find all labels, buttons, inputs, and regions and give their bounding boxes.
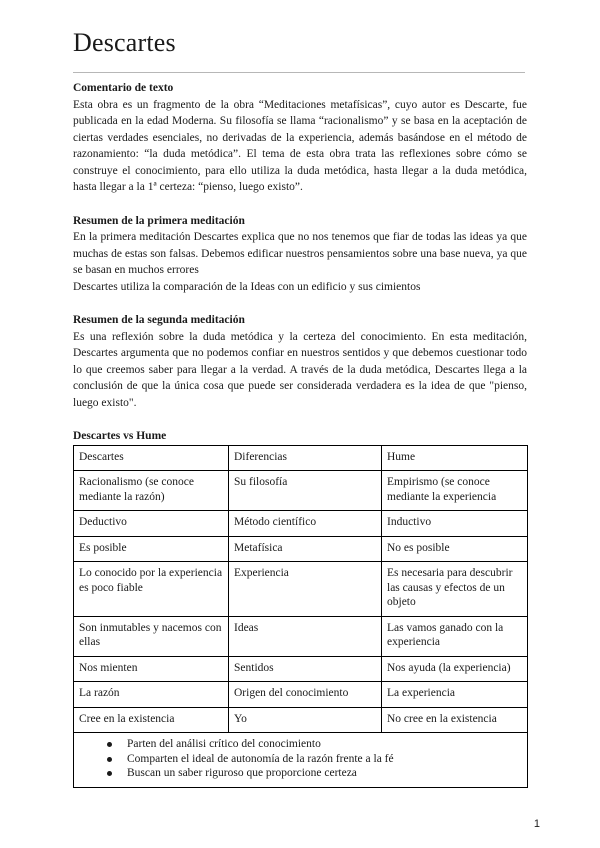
table-cell: Nos mienten [74, 656, 229, 682]
table-cell: Diferencias [229, 445, 382, 471]
section-heading: Descartes vs Hume [73, 430, 167, 442]
table-cell-merged [74, 733, 528, 788]
title-divider [73, 72, 525, 73]
table-cell: Método científico [229, 511, 382, 537]
table-cell: Cree en la existencia [74, 707, 229, 733]
table-cell: Racionalismo (se conoce mediante la razón) [74, 471, 229, 511]
table-cell: No cree en la existencia [382, 707, 528, 733]
paragraph: Esta obra es un fragmento de la obra “Meditaciones metafísicas”, cuyo autor es Descarte, fue publicada en la edad Moderna. Su filosofía se llama “racionalismo” y se basa en la aceptación de ciertas verdades esenciales, no derivadas de la experiencia, además basándose en el método de razonamiento: “la duda metódica”. El tema de esta obra trata las reflexiones sobre cómo se construye el conocimiento, para ello utiliza la duda metódica, hasta llegar a la duda metódica, hasta llegar a la 1ª certeza: “pienso, luego existo”. [73, 98, 527, 193]
table-cell: La razón [74, 682, 229, 708]
paragraph: Es una reflexión sobre la duda metódica y la certeza del conocimiento. En esta meditación, Descartes argumenta que no podemos confiar en nuestros sentidos y que debemos cuestionar todo lo que creemos saber para llegar a la verdad. A través de la duda metódica, Descartes llega a la conclusión de que la única cosa que puede ser considerada verdadera es la idea de que "pienso, luego existo". [73, 330, 527, 409]
table-cell: Experiencia [229, 562, 382, 617]
table-row [74, 471, 528, 511]
table-row [74, 616, 528, 656]
table-cell: Es necesaria para descubrir las causas y efectos de un objeto [382, 562, 528, 617]
section-heading: Resumen de la primera meditación [73, 214, 245, 227]
table-cell: Nos ayuda (la experiencia) [382, 656, 528, 682]
comparison-table [73, 445, 528, 788]
table-cell: Origen del conocimiento [229, 682, 382, 708]
table-row-common-points [74, 733, 528, 788]
table-cell: Descartes [74, 445, 229, 471]
table-cell: Metafísica [229, 536, 382, 562]
paragraph: Descartes utiliza la comparación de la Ideas con un edificio y sus cimientos [73, 280, 421, 293]
page-number: 1 [533, 818, 540, 830]
table-cell: Inductivo [382, 511, 528, 537]
section-comentario [73, 80, 527, 196]
table-cell: Su filosofía [229, 471, 382, 511]
section-heading: Comentario de texto [73, 82, 174, 94]
table-row [74, 536, 528, 562]
table-cell: No es posible [382, 536, 528, 562]
table-cell: Ideas [229, 616, 382, 656]
table-cell: Son inmutables y nacemos con ellas [74, 616, 229, 656]
table-cell: Yo [229, 707, 382, 733]
table-cell: Lo conocido por la experiencia es poco fiable [74, 562, 229, 617]
table-cell: La experiencia [382, 682, 528, 708]
table-cell: Las vamos ganado con la experiencia [382, 616, 528, 656]
list-item: Buscan un saber riguroso que proporcione certeza [127, 766, 523, 781]
list-item: Parten del análisi crítico del conocimiento [127, 737, 523, 752]
table-cell: Hume [382, 445, 528, 471]
table-row [74, 707, 528, 733]
table-cell: Sentidos [229, 656, 382, 682]
table-cell: Es posible [74, 536, 229, 562]
section-comparison [73, 428, 527, 788]
table-cell: Deductivo [74, 511, 229, 537]
table-row [74, 445, 528, 471]
paragraph: En la primera meditación Descartes explica que no nos tenemos que fiar de todas las ideas ya que muchas de estas son falsas. Debemos edificar nuestros pensamientos sobre una base nueva, ya que se basan en muchos errores [73, 231, 527, 276]
section-segunda-meditacion [73, 312, 527, 411]
table-row [74, 682, 528, 708]
table-row [74, 511, 528, 537]
table-cell: Empirismo (se conoce mediante la experiencia [382, 471, 528, 511]
common-points-list [79, 737, 523, 781]
table-row [74, 562, 528, 617]
table-row [74, 656, 528, 682]
list-item: Comparten el ideal de autonomía de la razón frente a la fé [127, 752, 523, 767]
section-heading: Resumen de la segunda meditación [73, 314, 245, 326]
document-body [73, 80, 527, 788]
section-primera-meditacion [73, 213, 527, 296]
page-title: Descartes [73, 28, 176, 57]
